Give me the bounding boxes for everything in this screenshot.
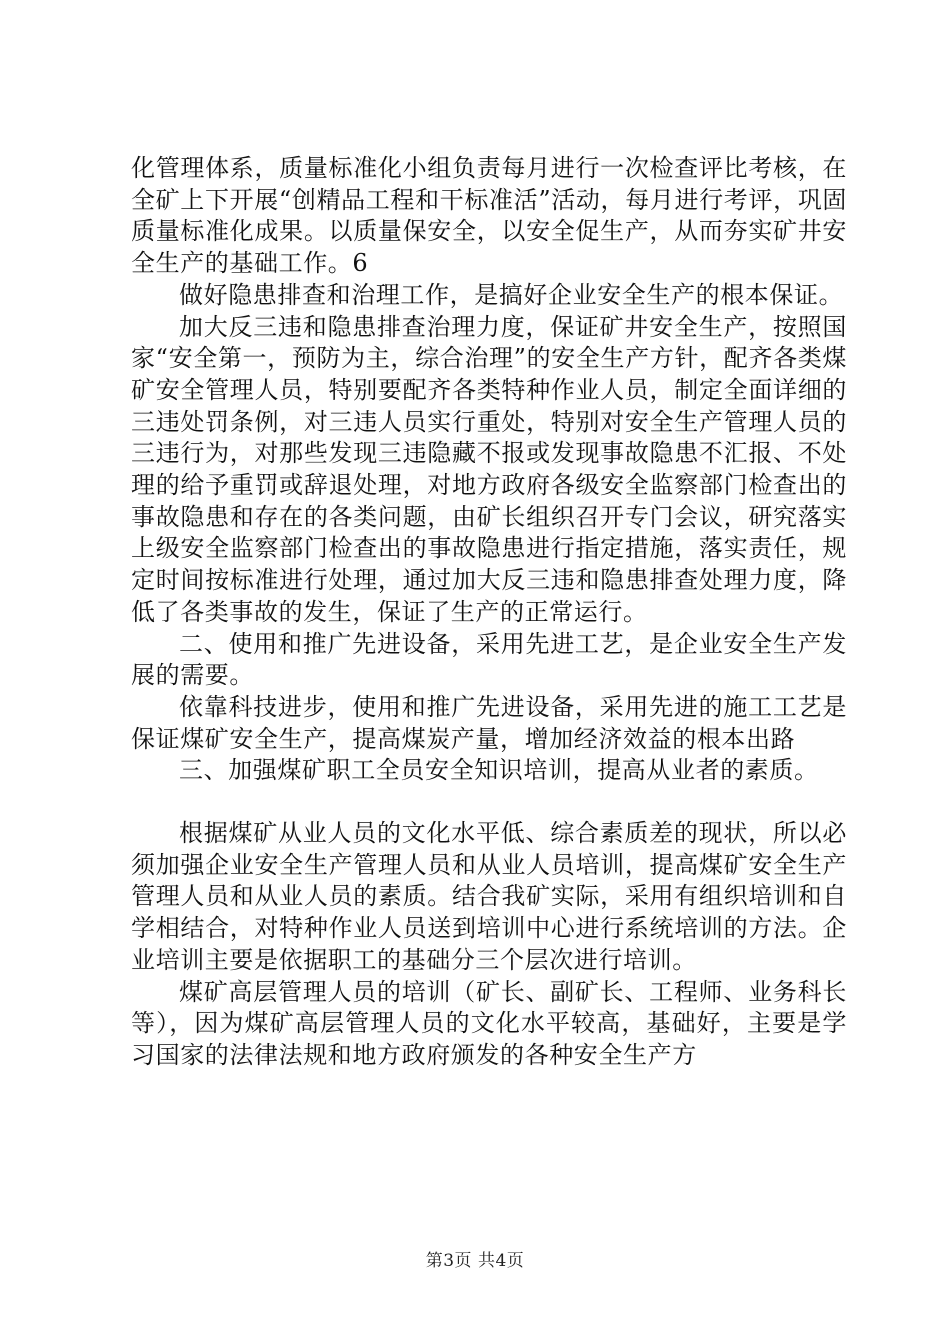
page-number-footer: 第3页 共4页 (425, 1251, 525, 1271)
paragraph-3: 加大反三违和隐患排查治理力度，保证矿井安全生产，按照国家“安全第一，预防为主，综合治理”的安全生产方针，配齐各类煤矿安全管理人员，特别要配齐各类特种作业人员，制定全面详细的三违处罚条例，对三违人员实行重处，特别对安全生产管理人员的三违行为，对那些发现三违隐藏不报或发现事故隐患不汇报、不处理的给予重罚或辞退处理，对地方政府各级安全监察部门检查出的事故隐患和存在的各类问题，由矿长组织召开专门会议，研究落实上级安全监察部门检查出的事故隐患进行指定措施，落实责任，规定时间按标准进行处理，通过加大反三违和隐患排查处理力度，降低了各类事故的发生，保证了生产的正常运行。 (131, 312, 847, 626)
paragraph-6: 煤矿高层管理人员的培训（矿长、副矿长、工程师、业务科长等），因为煤矿高层管理人员的文化水平较高，基础好，主要是学习国家的法律法规和地方政府颁发的各种安全生产方 (131, 977, 847, 1069)
paragraph-2: 做好隐患排查和治理工作，是搞好企业安全生产的根本保证。 (179, 280, 844, 309)
section-heading-3: 三、加强煤矿职工全员安全知识培训，提高从业者的素质。 (179, 756, 819, 785)
paragraph-5: 根据煤矿从业人员的文化水平低、综合素质差的现状，所以必须加强企业安全生产管理人员和从业人员培训，提高煤矿安全生产管理人员和从业人员的素质。结合我矿实际，采用有组织培训和自学相结合，对特种作业人员送到培训中心进行系统培训的方法。企业培训主要是依据职工的基础分三个层次进行培训。 (131, 819, 847, 974)
paragraph-4: 依靠科技进步，使用和推广先进设备，采用先进的施工工艺是保证煤矿安全生产，提高煤炭产量，增加经济效益的根本出路 (131, 692, 847, 753)
document-body (131, 153, 847, 1072)
paragraph-1: 化管理体系，质量标准化小组负责每月进行一次检查评比考核，在全矿上下开展“创精品工程和干标准活”活动，每月进行考评，巩固质量标准化成果。以质量保安全，以安全促生产，从而夯实矿井安全生产的基础工作。6 (131, 154, 847, 278)
paragraph-spacer (131, 787, 847, 818)
section-heading-2: 二、使用和推广先进设备，采用先进工艺，是企业安全生产发展的需要。 (131, 629, 847, 690)
